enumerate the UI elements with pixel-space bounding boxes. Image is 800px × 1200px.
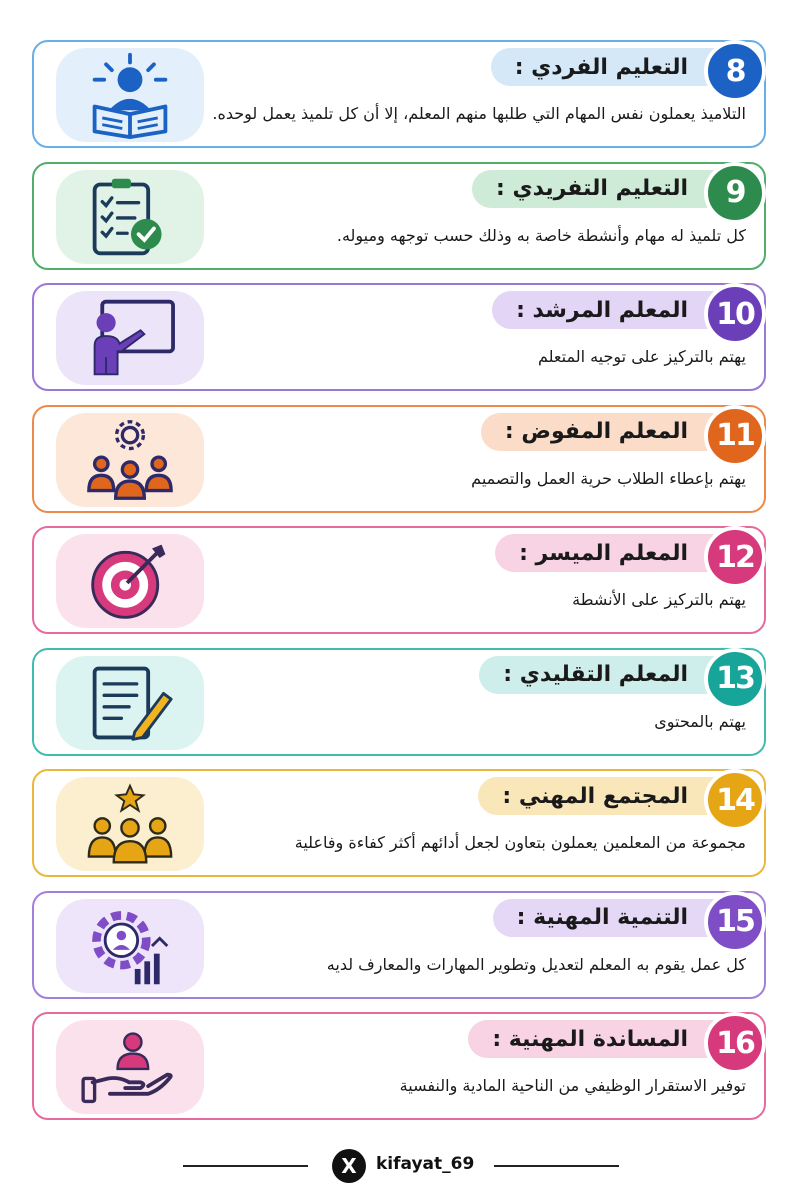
card-title: المعلم الميسر : xyxy=(495,534,716,572)
card-title: المعلم التقليدي : xyxy=(479,656,716,694)
number-badge: 11 xyxy=(704,405,766,467)
card-title: المعلم المرشد : xyxy=(492,291,716,329)
number-badge: 12 xyxy=(704,526,766,588)
number-badge: 9 xyxy=(704,162,766,224)
card-title: التعليم التفريدي : xyxy=(472,170,716,208)
card-8 xyxy=(32,40,766,148)
card-14 xyxy=(32,769,766,877)
x-logo-icon[interactable]: X xyxy=(332,1149,366,1183)
card-description: توفير الاستقرار الوظيفي من الناحية المادية والنفسية xyxy=(399,1076,746,1095)
card-title: المجتمع المهني : xyxy=(478,777,716,815)
number-badge: 10 xyxy=(704,283,766,345)
card-description: يهتم بالتركيز على الأنشطة xyxy=(572,590,746,609)
number-badge: 15 xyxy=(704,891,766,953)
card-12 xyxy=(32,526,766,634)
group-star-icon xyxy=(56,777,204,871)
account-handle[interactable]: kifayat_69 xyxy=(376,1154,475,1174)
card-10 xyxy=(32,283,766,391)
card-15 xyxy=(32,891,766,999)
card-description: كل عمل يقوم به المعلم لتعديل وتطوير المهارات والمعارف لديه xyxy=(326,954,746,974)
number-badge: 16 xyxy=(704,1012,766,1074)
student-reading-icon xyxy=(56,48,204,142)
document-pencil-icon xyxy=(56,656,204,750)
number-badge: 14 xyxy=(704,769,766,831)
target-icon xyxy=(56,534,204,628)
card-16 xyxy=(32,1012,766,1120)
card-title: المعلم المفوض : xyxy=(481,413,716,451)
card-description: كل تلميذ له مهام وأنشطة خاصة به وذلك حسب توجهه وميوله. xyxy=(336,225,746,245)
teacher-board-icon xyxy=(56,291,204,385)
gear-growth-icon xyxy=(56,899,204,993)
card-9 xyxy=(32,162,766,270)
card-description: يهتم بإعطاء الطلاب حرية العمل والتصميم xyxy=(471,468,746,488)
card-title: المساندة المهنية : xyxy=(468,1020,716,1058)
card-description: مجموعة من المعلمين يعملون بتعاون لجعل أدائهم أكثر كفاءة وفاعلية xyxy=(294,833,746,852)
hand-support-icon xyxy=(56,1020,204,1114)
card-13 xyxy=(32,648,766,756)
footer-divider-left xyxy=(183,1165,308,1167)
card-title: التنمية المهنية : xyxy=(493,899,716,937)
team-gear-icon xyxy=(56,413,204,507)
card-description: يهتم بالتركيز على توجيه المتعلم xyxy=(537,347,746,366)
card-description: التلاميذ يعملون نفس المهام التي طلبها منهم المعلم، إلا أن كل تلميذ يعمل لوحده. xyxy=(212,104,746,123)
card-description: يهتم بالمحتوى xyxy=(654,711,746,731)
card-11 xyxy=(32,405,766,513)
footer-divider-right xyxy=(494,1165,619,1167)
footer xyxy=(0,1148,800,1184)
card-title: التعليم الفردي : xyxy=(491,48,716,86)
number-badge: 8 xyxy=(704,40,766,102)
checklist-icon xyxy=(56,170,204,264)
number-badge: 13 xyxy=(704,648,766,710)
